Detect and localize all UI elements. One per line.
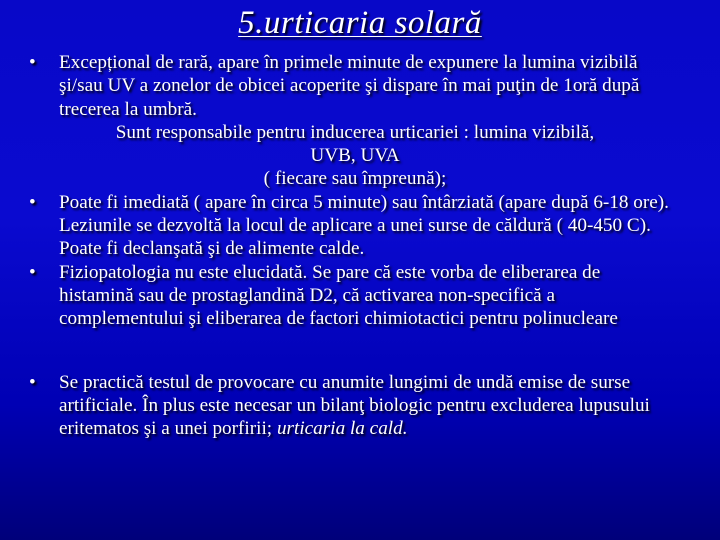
bullet-item [24, 51, 674, 121]
bullet-icon: • [29, 261, 36, 283]
slide-body [24, 51, 674, 440]
bullet-text: Poate fi imediată ( apare în circa 5 minute) sau întârziată (apare după 6-18 ore). Leziunile se dezvoltă la locul de aplicare a unei surse de căldură ( 40-450 C). Poate fi declanşată şi de alimente calde. [59, 191, 669, 260]
bullet-item [24, 371, 674, 441]
slide-title: 5.urticaria solară [238, 5, 482, 41]
bullet-icon: • [29, 371, 36, 393]
centered-line: ( fiecare sau împreună); [263, 168, 447, 190]
centered-line: Sunt responsabile pentru inducerea urticariei : lumina vizibilă, [115, 121, 595, 143]
bullet-icon: • [29, 52, 36, 73]
bullet-text: Fiziopatologia nu este elucidată. Se pare că este vorba de eliberarea de histamină sau de prostaglandină D2, că activarea non-specifică a complementului şi eliberarea de factori chimiotactici pentru polinucleare [59, 261, 618, 330]
bullet-text: Se practică testul de provocare cu anumite lungimi de undă emise de surse artificiale. În plus este necesar un bilanţ biologic pentru excluderea lupusului eritematos şi a unei porfirii; [59, 371, 650, 440]
centered-line: UVB, UVA [310, 145, 400, 167]
bullet-italic-text: urticaria la cald. [276, 418, 408, 440]
spacer [24, 331, 674, 371]
bullet-icon: • [29, 191, 36, 213]
bullet-item [24, 261, 674, 331]
bullet-item [24, 191, 674, 261]
bullet-text: Excepțional de rară, apare în primele minute de expunere la lumina vizibilă şi/sau UV a zonelor de obicei acoperite şi dispare în mai puţin de 1oră după trecerea la umbră. [59, 52, 640, 120]
